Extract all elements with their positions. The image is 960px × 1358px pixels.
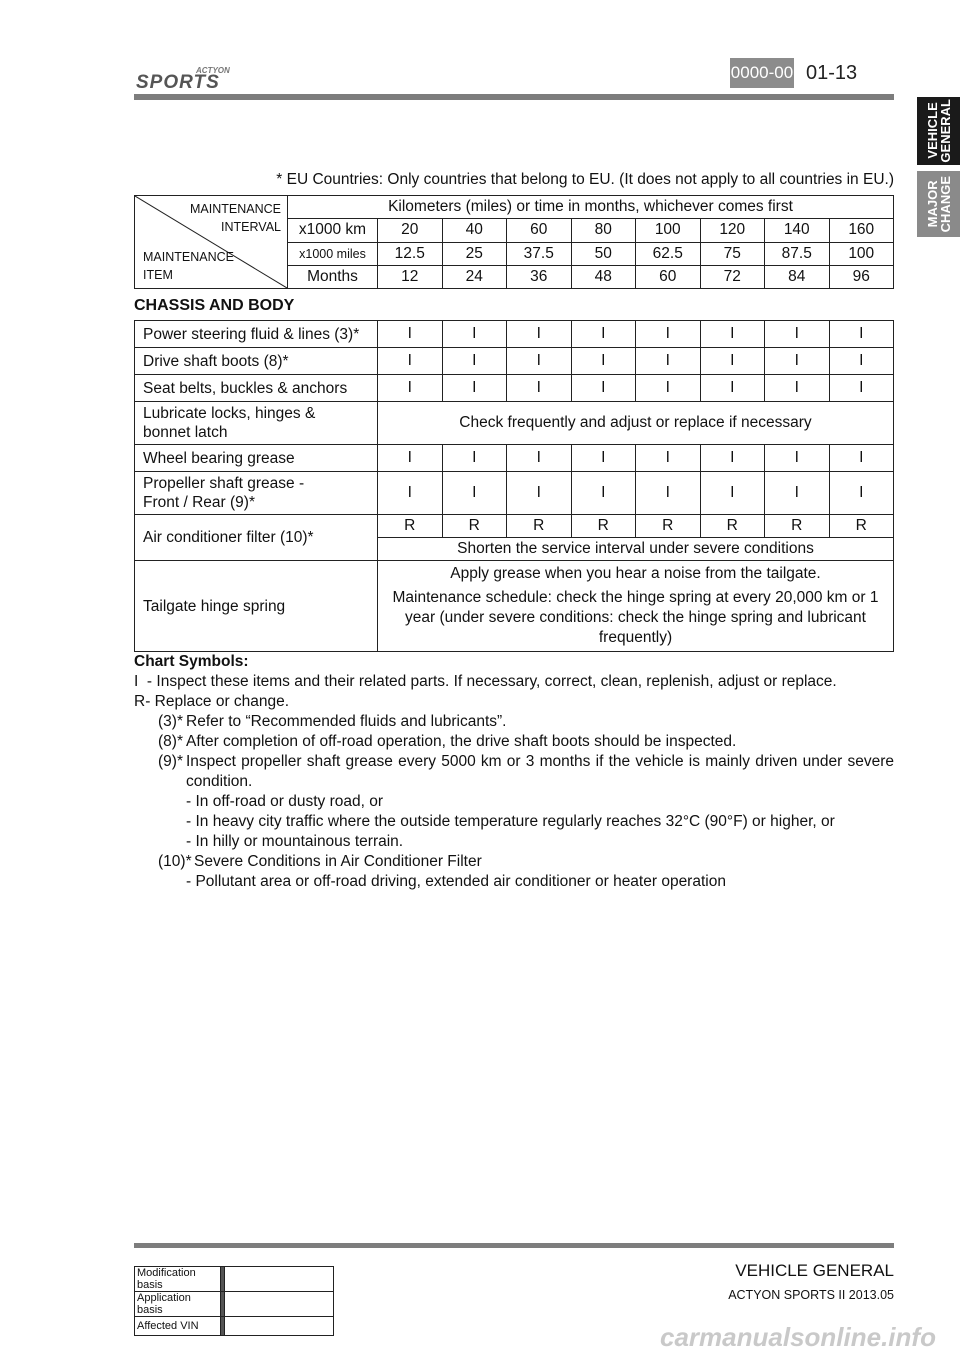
- note-9-sub: - In heavy city traffic where the outside temperature regularly reaches 32°C (90°F) or higher, or: [186, 813, 835, 830]
- header-rule: [134, 94, 894, 100]
- row-label: x1000 km: [288, 219, 378, 242]
- cell: I: [507, 375, 572, 402]
- cell: I: [700, 348, 765, 375]
- cell: 12.5: [378, 242, 443, 265]
- cell: I: [765, 472, 830, 515]
- watermark: carmanualsonline.info: [660, 1322, 936, 1352]
- table-row: [135, 321, 894, 348]
- cell: 50: [571, 242, 636, 265]
- cell: I: [442, 445, 507, 472]
- note-10: [134, 852, 894, 872]
- table-row: [135, 348, 894, 375]
- cell: 60: [507, 219, 572, 242]
- svg-text:SPORTS: SPORTS: [136, 72, 220, 92]
- note-9-sub: - In hilly or mountainous terrain.: [186, 833, 404, 850]
- note-text: After completion of off-road operation, the drive shaft boots should be inspected.: [186, 733, 737, 750]
- cell: R: [765, 515, 830, 538]
- symbol-i: [134, 672, 894, 692]
- cell: 40: [442, 219, 507, 242]
- cell: I: [507, 472, 572, 515]
- note-9-sub: - In off-road or dusty road, or: [186, 793, 384, 810]
- cell: R: [378, 515, 443, 538]
- symbol-text: Replace or change.: [154, 693, 290, 710]
- cell: I: [765, 321, 830, 348]
- maintenance-interval-label: MAINTENANCE INTERVAL: [190, 202, 281, 234]
- note-label: (10)*: [158, 853, 192, 870]
- cell: 80: [571, 219, 636, 242]
- note-line: Maintenance schedule: check the hinge spring at every 20,000 km or 1 year (under severe conditions: check the hinge spring and lubricant frequently): [392, 589, 879, 646]
- cell: I: [829, 375, 894, 402]
- cell: I: [829, 348, 894, 375]
- chart-symbols: [134, 652, 894, 892]
- revision-value: [225, 1292, 334, 1317]
- cell: I: [636, 321, 701, 348]
- revision-table: [134, 1266, 334, 1336]
- table-row: [135, 445, 894, 472]
- item-label: Seat belts, buckles & anchors: [135, 375, 378, 402]
- cell: 25: [442, 242, 507, 265]
- cell: I: [636, 348, 701, 375]
- symbol-r: [134, 692, 894, 712]
- tab-major-change-label: MAJOR CHANGE: [924, 175, 953, 233]
- interval-heading: Kilometers (miles) or time in months, whichever comes first: [288, 196, 894, 219]
- cell: I: [571, 348, 636, 375]
- cell: I: [636, 472, 701, 515]
- chart-symbols-title: Chart Symbols:: [134, 653, 249, 670]
- table-row: [135, 375, 894, 402]
- section-title: CHASSIS AND BODY: [134, 297, 295, 314]
- note-text: Refer to “Recommended fluids and lubricants”.: [186, 713, 507, 730]
- note-cell: Check frequently and adjust or replace if necessary: [378, 402, 894, 445]
- cell: I: [571, 445, 636, 472]
- cell: 96: [829, 265, 894, 288]
- cell: I: [442, 321, 507, 348]
- cell: I: [829, 321, 894, 348]
- cell: 72: [700, 265, 765, 288]
- table-row: [135, 515, 894, 538]
- footer-section-title: VEHICLE GENERAL: [735, 1261, 894, 1280]
- cell: I: [700, 375, 765, 402]
- cell: 24: [442, 265, 507, 288]
- cell: I: [765, 445, 830, 472]
- note-8: [134, 732, 894, 752]
- cell: I: [829, 472, 894, 515]
- cell: R: [571, 515, 636, 538]
- footer-rule: [134, 1243, 894, 1248]
- cell: I: [442, 375, 507, 402]
- footer-model: ACTYON SPORTS II 2013.05: [728, 1288, 894, 1302]
- note-9: [134, 752, 894, 792]
- section-code-badge: 0000-00: [730, 58, 794, 88]
- cell: R: [442, 515, 507, 538]
- note-label: (9)*: [158, 753, 183, 770]
- revision-value: [225, 1267, 334, 1292]
- cell: I: [507, 348, 572, 375]
- cell: I: [700, 472, 765, 515]
- table-row: [135, 402, 894, 445]
- tab-major-change[interactable]: [917, 171, 960, 237]
- interval-corner-cell: [135, 196, 288, 289]
- cell: 20: [378, 219, 443, 242]
- cell: 87.5: [765, 242, 830, 265]
- cell: I: [378, 348, 443, 375]
- cell: I: [378, 321, 443, 348]
- tab-vehicle-general[interactable]: [917, 97, 960, 165]
- cell: I: [507, 321, 572, 348]
- note-line: Apply grease when you hear a noise from the tailgate.: [450, 565, 821, 582]
- symbol-label: R-: [134, 693, 155, 710]
- cell: 140: [765, 219, 830, 242]
- cell: I: [442, 348, 507, 375]
- cell: I: [378, 375, 443, 402]
- item-label: Power steering fluid & lines (3)*: [135, 321, 378, 348]
- cell: 60: [636, 265, 701, 288]
- note-10-sub: - Pollutant area or off-road driving, extended air conditioner or heater operation: [186, 873, 726, 890]
- cell: 120: [700, 219, 765, 242]
- row-label: x1000 miles: [288, 242, 378, 265]
- cell: I: [829, 445, 894, 472]
- eu-note: * EU Countries: Only countries that belong to EU. (It does not apply to all countries in EU.): [276, 171, 894, 188]
- item-label: Tailgate hinge spring: [135, 561, 378, 652]
- note-text: Severe Conditions in Air Conditioner Filter: [194, 853, 482, 870]
- page-number: 01-13: [806, 62, 858, 84]
- symbol-text: Inspect these items and their related parts. If necessary, correct, clean, replenish, adjust or replace.: [156, 673, 837, 690]
- cell: I: [571, 375, 636, 402]
- note-3: [134, 712, 894, 732]
- item-label: Air conditioner filter (10)*: [135, 515, 378, 561]
- actyon-sports-logo: [134, 62, 252, 92]
- cell: I: [571, 321, 636, 348]
- cell: 48: [571, 265, 636, 288]
- chassis-body-table: [134, 320, 894, 652]
- revision-value: [225, 1317, 334, 1336]
- tab-vehicle-general-label: VEHICLE GENERAL: [924, 99, 953, 163]
- cell: I: [378, 472, 443, 515]
- cell: 100: [829, 242, 894, 265]
- cell: 75: [700, 242, 765, 265]
- cell: 160: [829, 219, 894, 242]
- revision-label: Affected VIN: [135, 1317, 221, 1336]
- cell: I: [765, 375, 830, 402]
- cell: I: [507, 445, 572, 472]
- row-label: Months: [288, 265, 378, 288]
- cell: I: [700, 445, 765, 472]
- cell: I: [636, 375, 701, 402]
- cell: 100: [636, 219, 701, 242]
- cell: R: [829, 515, 894, 538]
- cell: R: [636, 515, 701, 538]
- note-label: (3)*: [158, 713, 183, 730]
- cell: R: [700, 515, 765, 538]
- cell: 84: [765, 265, 830, 288]
- cell: 12: [378, 265, 443, 288]
- cell: 37.5: [507, 242, 572, 265]
- cell: R: [507, 515, 572, 538]
- cell: 36: [507, 265, 572, 288]
- note-cell: Shorten the service interval under severe conditions: [378, 538, 894, 561]
- cell: 62.5: [636, 242, 701, 265]
- svg-text:ACTYON: ACTYON: [196, 66, 230, 75]
- item-label: Wheel bearing grease: [135, 445, 378, 472]
- note-label: (8)*: [158, 733, 183, 750]
- cell: I: [378, 445, 443, 472]
- cell: I: [636, 445, 701, 472]
- table-row: [135, 472, 894, 515]
- maintenance-item-label: MAINTENANCE ITEM: [143, 250, 234, 282]
- cell: I: [571, 472, 636, 515]
- table-row: [135, 561, 894, 652]
- symbol-label: I -: [134, 673, 157, 690]
- note-text: Inspect propeller shaft grease every 5000 km or 3 months if the vehicle is mainly driven under severe condition.: [186, 753, 894, 790]
- item-label: Lubricate locks, hinges & bonnet latch: [135, 402, 378, 445]
- cell: I: [765, 348, 830, 375]
- item-label: Propeller shaft grease - Front / Rear (9)*: [135, 472, 378, 515]
- cell: I: [700, 321, 765, 348]
- cell: I: [442, 472, 507, 515]
- maintenance-interval-table: [134, 195, 894, 289]
- note-cell: [378, 561, 894, 652]
- item-label: Drive shaft boots (8)*: [135, 348, 378, 375]
- revision-label: Modification basis: [135, 1267, 221, 1292]
- revision-label: Application basis: [135, 1292, 221, 1317]
